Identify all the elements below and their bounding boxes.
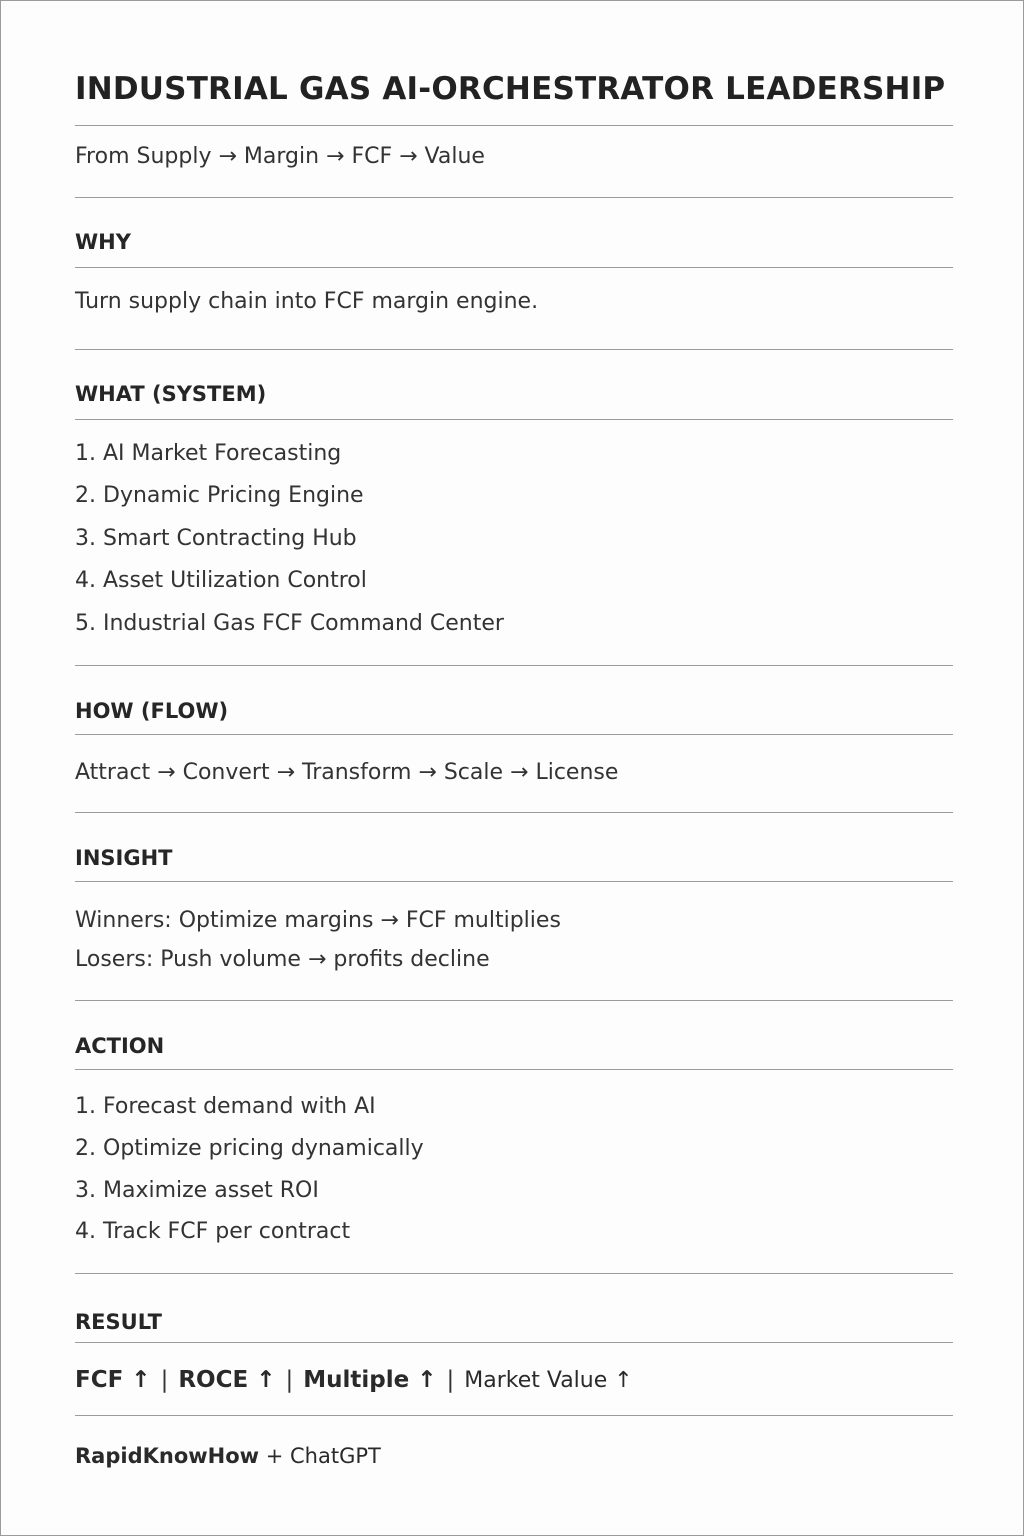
what-list-item — [75, 611, 504, 636]
list-item-label: Optimize pricing dynamically — [103, 1136, 424, 1161]
divider — [75, 197, 953, 198]
section-heading-why: WHY — [75, 230, 131, 254]
how-flow-text: Attract → Convert → Transform → Scale → License — [75, 760, 619, 785]
list-item-label: Asset Utilization Control — [103, 568, 367, 593]
list-item-label: AI Market Forecasting — [103, 441, 342, 466]
section-heading-result: RESULT — [75, 1310, 162, 1334]
divider — [75, 812, 953, 813]
divider — [75, 1000, 953, 1001]
result-separator: | — [160, 1367, 169, 1393]
list-item-number: 2. — [75, 483, 96, 508]
what-list-item — [75, 526, 357, 551]
divider — [75, 1415, 953, 1416]
result-metric-multiple: Multiple ↑ — [303, 1367, 437, 1393]
result-metric-roce: ROCE ↑ — [178, 1367, 276, 1393]
list-item-number: 2. — [75, 1136, 96, 1161]
footer-suffix: + ChatGPT — [259, 1444, 381, 1468]
section-heading-how: HOW (FLOW) — [75, 699, 229, 723]
insight-winners: Winners: Optimize margins → FCF multiplies — [75, 908, 561, 933]
page-title: INDUSTRIAL GAS AI-ORCHESTRATOR LEADERSHIP — [75, 71, 946, 107]
why-text: Turn supply chain into FCF margin engine. — [75, 289, 539, 314]
result-metric-fcf: FCF ↑ — [75, 1367, 151, 1393]
list-item-label: Smart Contracting Hub — [103, 526, 357, 551]
what-list-item — [75, 441, 341, 466]
divider — [75, 1069, 953, 1070]
section-heading-action: ACTION — [75, 1034, 165, 1058]
what-list-item — [75, 568, 367, 593]
divider — [75, 881, 953, 882]
divider — [75, 419, 953, 420]
list-item-number: 3. — [75, 526, 96, 551]
what-list-item — [75, 483, 364, 508]
list-item-label: Track FCF per contract — [103, 1219, 351, 1244]
footer-credit — [75, 1444, 381, 1468]
list-item-label: Maximize asset ROI — [103, 1178, 319, 1203]
result-metrics — [75, 1367, 633, 1393]
section-heading-insight: INSIGHT — [75, 846, 173, 870]
divider — [75, 349, 953, 350]
list-item-number: 3. — [75, 1178, 96, 1203]
action-list-item — [75, 1094, 376, 1119]
divider — [75, 267, 953, 268]
list-item-label: Forecast demand with AI — [103, 1094, 376, 1119]
list-item-number: 4. — [75, 568, 96, 593]
list-item-number: 1. — [75, 1094, 96, 1119]
divider — [75, 1342, 953, 1343]
page-subtitle: From Supply → Margin → FCF → Value — [75, 144, 485, 169]
list-item-label: Dynamic Pricing Engine — [103, 483, 364, 508]
divider — [75, 734, 953, 735]
divider — [75, 125, 953, 126]
result-separator: | — [446, 1367, 455, 1393]
action-list-item — [75, 1178, 319, 1203]
action-list-item — [75, 1219, 350, 1244]
list-item-number: 5. — [75, 611, 96, 636]
result-metric-market-value: Market Value ↑ — [464, 1368, 633, 1393]
result-separator: | — [285, 1367, 294, 1393]
list-item-number: 1. — [75, 441, 96, 466]
divider — [75, 665, 953, 666]
divider — [75, 1273, 953, 1274]
footer-brand: RapidKnowHow — [75, 1444, 260, 1468]
section-heading-what: WHAT (SYSTEM) — [75, 382, 267, 406]
action-list-item — [75, 1136, 424, 1161]
list-item-number: 4. — [75, 1219, 96, 1244]
insight-losers: Losers: Push volume → profits decline — [75, 947, 490, 972]
list-item-label: Industrial Gas FCF Command Center — [103, 611, 504, 636]
